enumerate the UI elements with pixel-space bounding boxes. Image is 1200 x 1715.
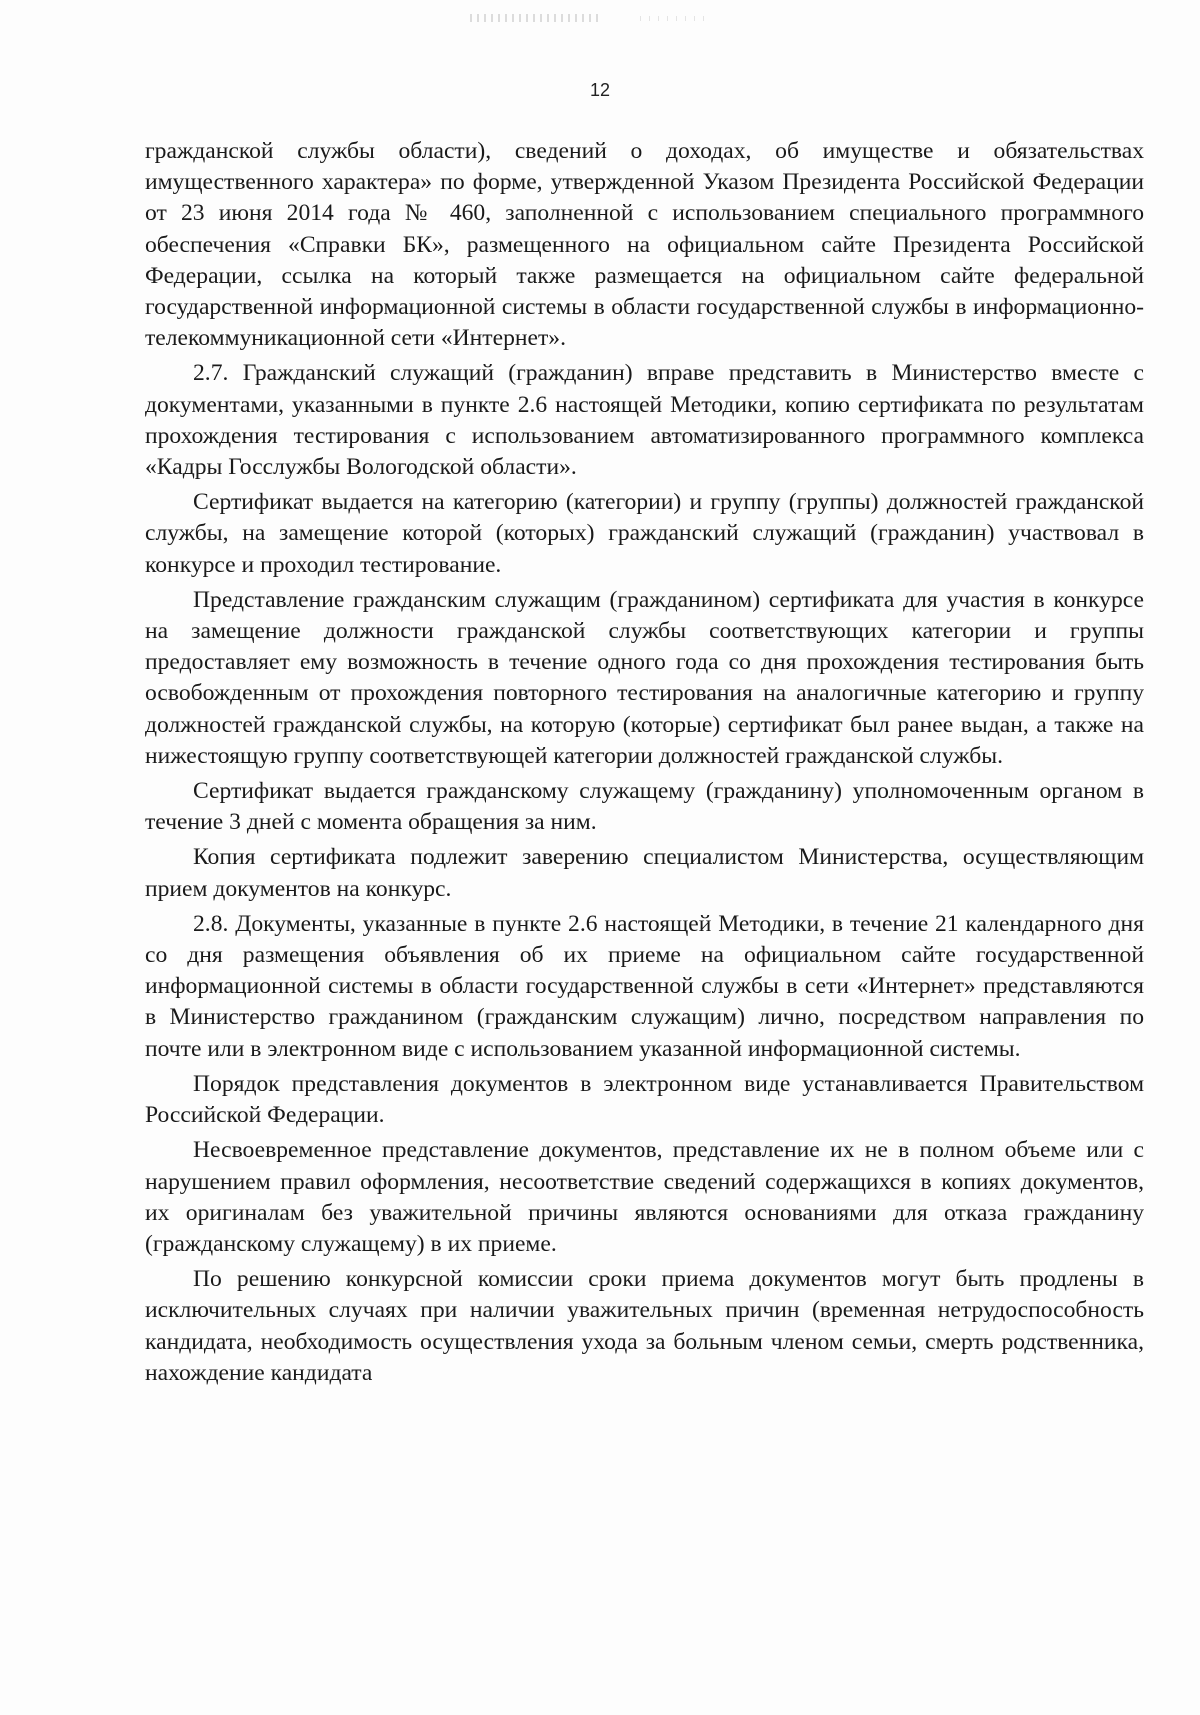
paragraph: 2.7. Гражданский служащий (гражданин) вправе представить в Министерство вместе с документами, указанными в пункте 2.6 настоящей Методики, копию сертификата по результатам прохождения тестирования с использованием автоматизированного программного комплекса «Кадры Госслужбы Вологодской области».	[145, 360, 1144, 481]
paragraph: Сертификат выдается гражданскому служащему (гражданину) уполномоченным органом в течение 3 дней с момента обращения за ним.	[145, 778, 1144, 836]
paragraph: гражданской службы области), сведений о доходах, об имуществе и обязательствах имущественного характера» по форме, утвержденной Указом Президента Российской Федерации от 23 июня 2014 года № 460, заполненной с использованием специального программного обеспечения «Справки БК», размещенного на официальном сайте Президента Российской Федерации, ссылка на который также размещается на официальном сайте федеральной государственной информационной системы в области государственной службы в информационно-телекоммуникационной сети «Интернет».	[145, 138, 1144, 352]
paragraph: Копия сертификата подлежит заверению специалистом Министерства, осуществляющим прием документов на конкурс.	[145, 844, 1144, 902]
document-body	[145, 136, 1144, 1393]
paragraph: Несвоевременное представление документов, представление их не в полном объеме или с нарушением правил оформления, несоответствие сведений содержащихся в копиях документов, их оригиналам без уважительной причины являются основаниями для отказа гражданину (гражданскому служащему) в их приеме.	[145, 1137, 1144, 1257]
paragraph: По решению конкурсной комиссии сроки приема документов могут быть продлены в исключительных случаях при наличии уважительных причин (временная нетрудоспособность кандидата, необходимость осуществления ухода за больным членом семьи, смерть родственника, нахождение кандидата	[145, 1266, 1144, 1386]
paragraph: 2.8. Документы, указанные в пункте 2.6 настоящей Методики, в течение 21 календарного дня со дня размещения объявления об их приеме на официальном сайте государственной информационной системы в области государственной службы в сети «Интернет» представляются в Министерство гражданином (гражданским служащим) лично, посредством направления по почте или в электронном виде с использованием указанной информационной системы.	[145, 910, 1144, 1062]
page-number: 12	[589, 80, 611, 100]
scan-artifact	[640, 16, 710, 21]
paragraph: Представление гражданским служащим (гражданином) сертификата для участия в конкурсе на замещение должности гражданской службы соответствующих категории и группы предоставляет ему возможность в течение одного года со дня прохождения тестирования быть освобожденным от прохождения повторного тестирования на аналогичные категорию и группу должностей гражданской службы, на которую (которые) сертификат был ранее выдан, а также на нижестоящую группу соответствующей категории должностей гражданской службы.	[145, 586, 1144, 769]
scan-artifact	[470, 14, 600, 22]
paragraph: Порядок представления документов в электронном виде устанавливается Правительством Российской Федерации.	[145, 1070, 1144, 1129]
paragraph: Сертификат выдается на категорию (категории) и группу (группы) должностей гражданской службы, на замещение которой (которых) гражданский служащий (гражданин) участвовал в конкурсе и проходил тестирование.	[145, 489, 1144, 578]
